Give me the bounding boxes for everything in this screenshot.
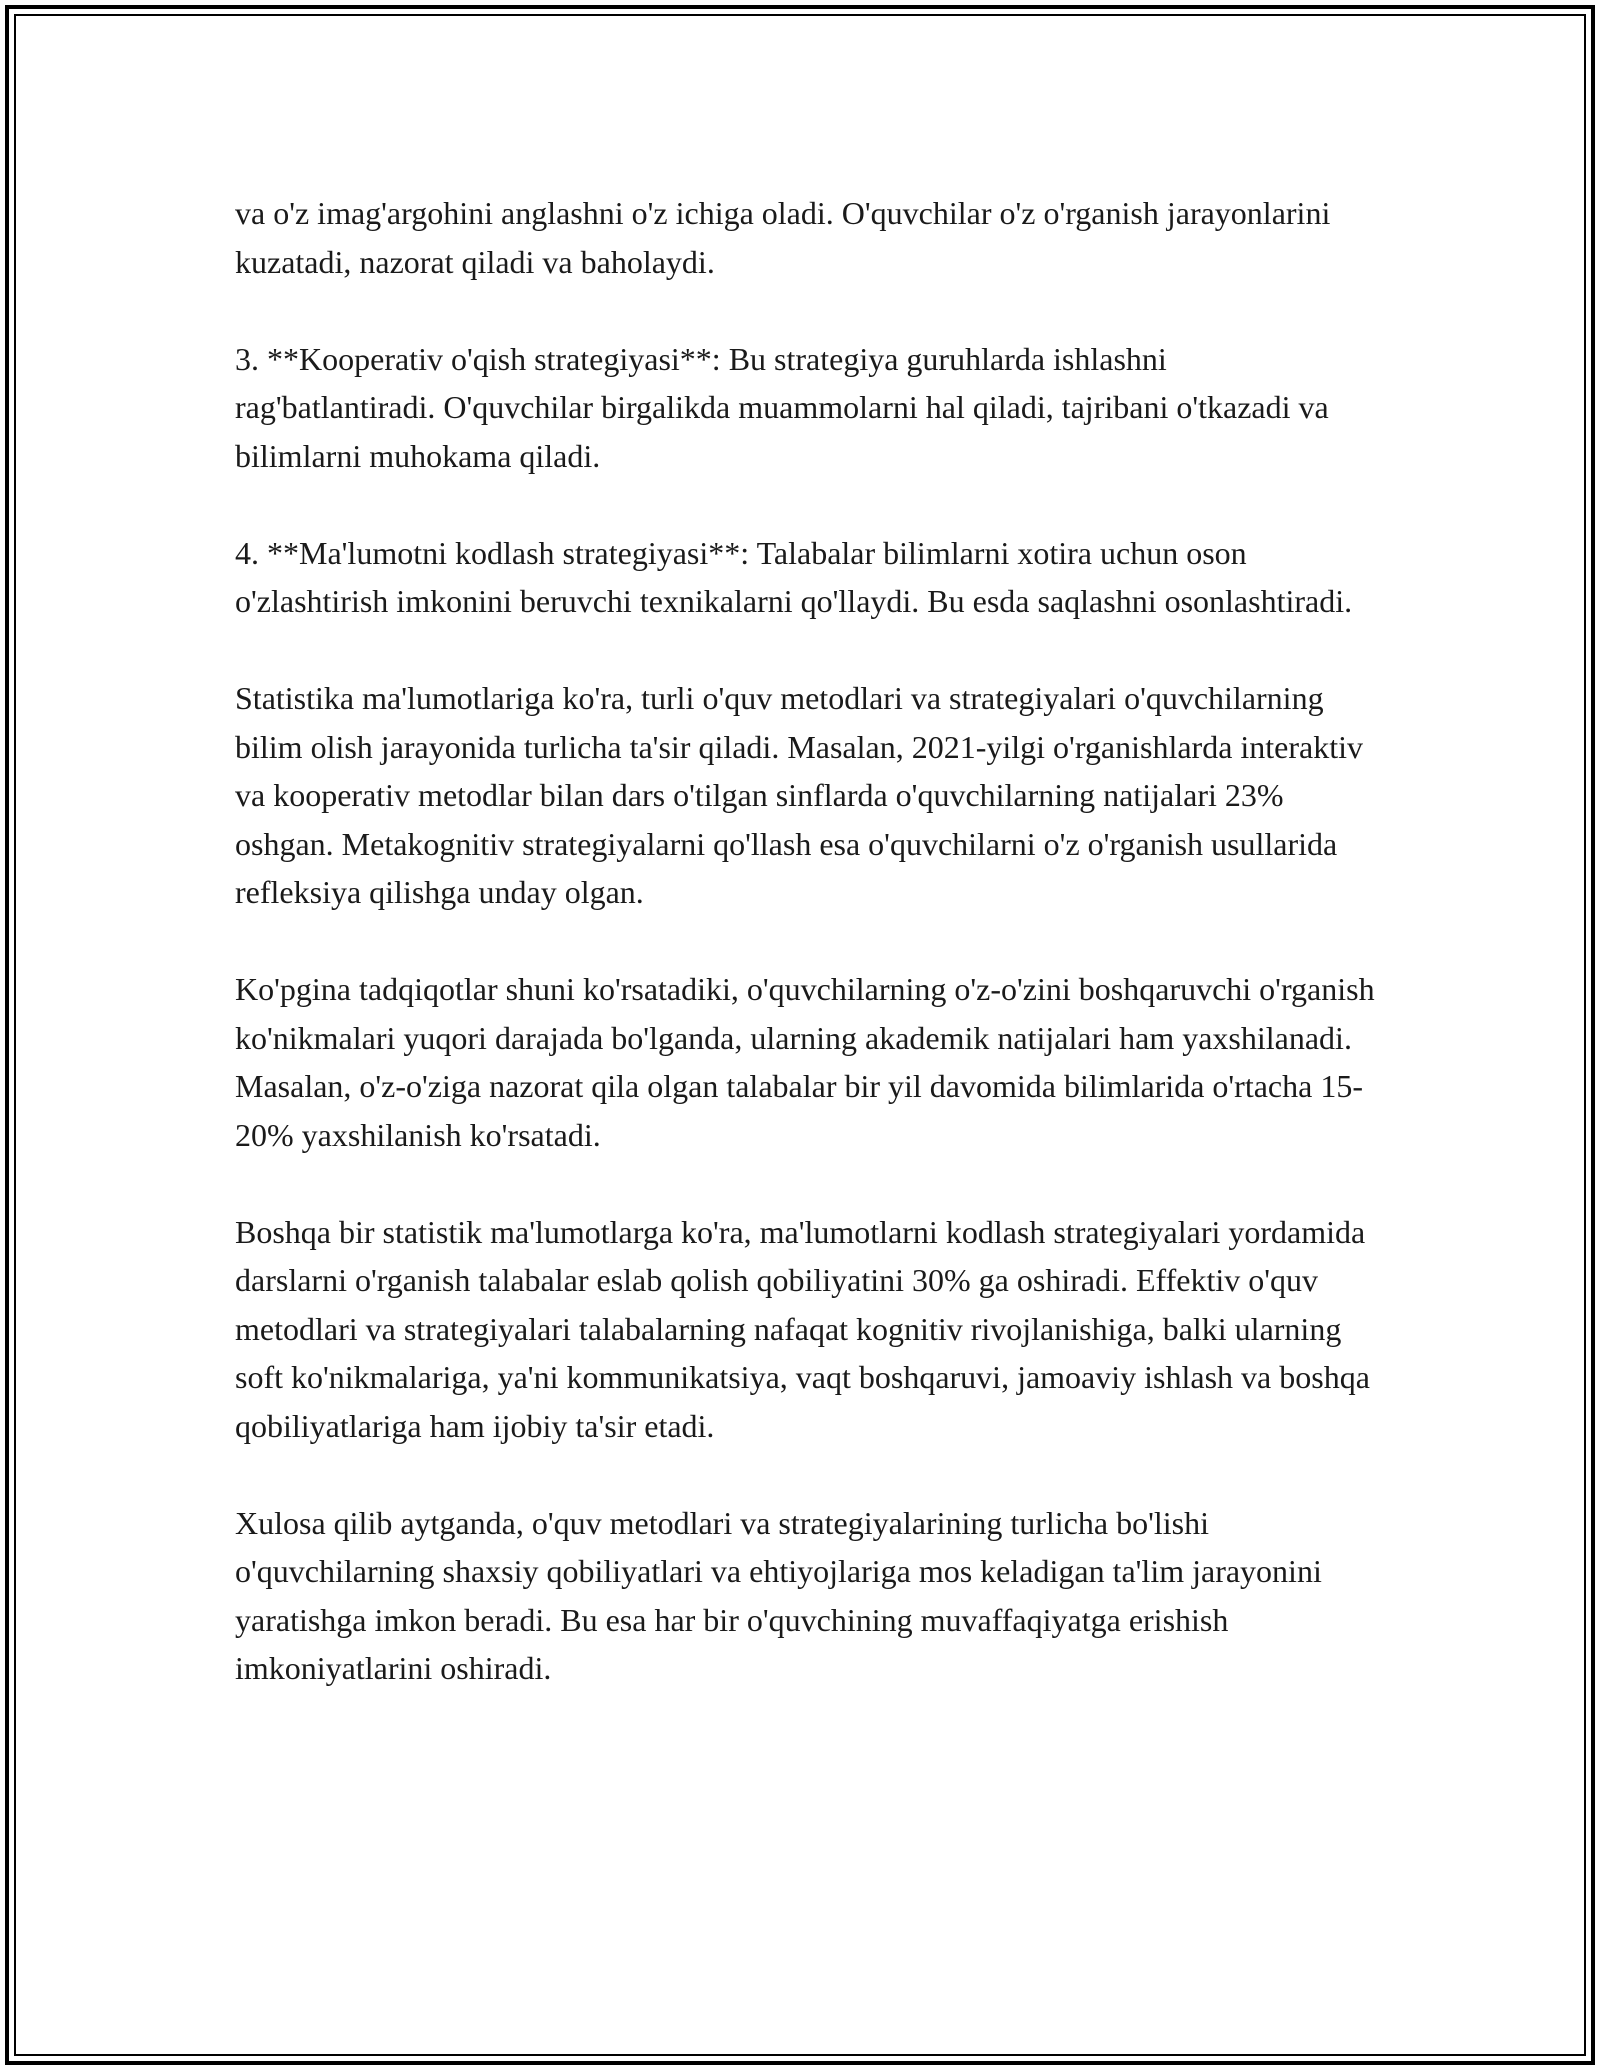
document-body [235,189,1375,1693]
paragraph-statistics: Statistika ma'lumotlariga ko'ra, turli o'quv metodlari va strategiyalari o'quvchilarning bilim olish jarayonida turlicha ta'sir qiladi. Masalan, 2021-yilgi o'rganishlarda interaktiv va kooperativ metodlar bilan dars o'tilgan sinflarda o'quvchilarning natijalari 23% oshgan. Metakognitiv strategiyalarni qo'llash esa o'quvchilarni o'z o'rganish usullarida refleksiya qilishga unday olgan. [235,680,1364,910]
paragraph-conclusion: Xulosa qilib aytganda, o'quv metodlari va strategiyalarining turlicha bo'lishi o'quvchilarning shaxsiy qobiliyatlari va ehtiyojlariga mos keladigan ta'lim jarayonini yaratishga imkon beradi. Bu esa har bir o'quvchining muvaffaqiyatga erishish imkoniyatlarini oshiradi. [235,1504,1322,1686]
paragraph-encoding-strategy: 4. **Ma'lumotni kodlash strategiyasi**: Talabalar bilimlarni xotira uchun oson o'zlashtirish imkonini beruvchi texnikalarni qo'llaydi. Bu esda saqlashni osonlashtiradi. [235,534,1353,619]
paragraph-cooperative-strategy: 3. **Kooperativ o'qish strategiyasi**: Bu strategiya guruhlarda ishlashni rag'batlantiradi. O'quvchilar birgalikda muammolarni hal qiladi, tajribani o'tkazadi va bilimlarni muhokama qiladi. [235,340,1329,474]
paragraph-research-findings: Ko'pgina tadqiqotlar shuni ko'rsatadiki, o'quvchilarning o'z-o'zini boshqaruvchi o'rganish ko'nikmalari yuqori darajada bo'lganda, ularning akademik natijalari ham yaxshilanadi. Masalan, o'z-o'ziga nazorat qila olgan talabalar bir yil davomida bilimlarida o'rtacha 15-20% yaxshilanish ko'rsatadi. [235,971,1375,1153]
paragraph-additional-statistics: Boshqa bir statistik ma'lumotlarga ko'ra, ma'lumotlarni kodlash strategiyalari yordamida darslarni o'rganish talabalar eslab qolish qobiliyatini 30% ga oshiradi. Effektiv o'quv metodlari va strategiyalari talabalarning nafaqat kognitiv rivojlanishiga, balki ularning soft ko'nikmalariga, ya'ni kommunikatsiya, vaqt boshqaruvi, jamoaviy ishlash va boshqa qobiliyatlariga ham ijobiy ta'sir etadi. [235,1213,1370,1444]
paragraph-metacognitive-continuation: va o'z imag'argohini anglashni o'z ichiga oladi. O'quvchilar o'z o'rganish jarayonlarini kuzatadi, nazorat qiladi va baholaydi. [235,195,1331,280]
